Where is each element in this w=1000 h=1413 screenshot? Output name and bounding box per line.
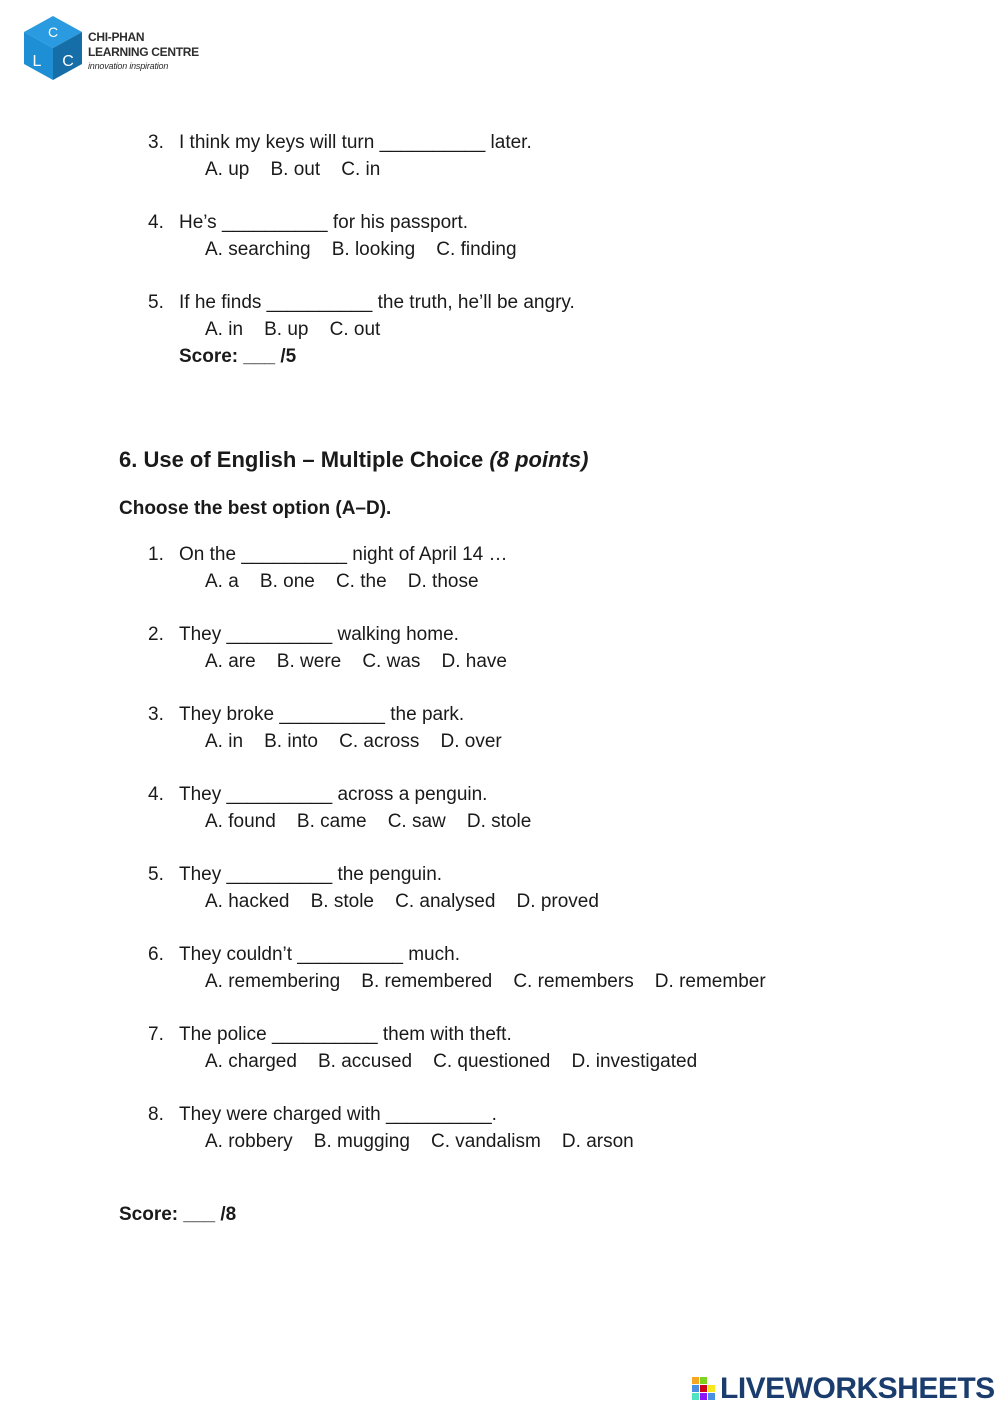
section-score: Score: ___ /8: [119, 1204, 237, 1225]
question-options: A. found B. came C. saw D. stole: [205, 811, 532, 832]
question-item: [148, 1103, 497, 1127]
question-options: A. charged B. accused C. questioned D. investigated: [205, 1051, 698, 1072]
question-text: The police __________ them with theft.: [179, 1024, 512, 1045]
question-text: If he finds __________ the truth, he’ll be angry.: [179, 292, 575, 313]
question-number: 7.: [148, 1024, 164, 1045]
question-item: [148, 543, 508, 567]
logo-wordmark: [88, 30, 199, 72]
question-text: They broke __________ the park.: [179, 704, 465, 725]
question-item: [148, 291, 575, 315]
question-number: 3.: [148, 132, 164, 153]
cube-logo-icon: [18, 14, 88, 84]
question-number: 8.: [148, 1104, 164, 1125]
question-text: On the __________ night of April 14 …: [179, 544, 508, 565]
question-text: They were charged with __________.: [179, 1104, 497, 1125]
question-item: [148, 623, 459, 647]
question-item: [148, 783, 487, 807]
section-score: Score: ___ /5: [179, 346, 297, 367]
section-instruction: Choose the best option (A–D).: [119, 498, 392, 519]
logo-letter-top: C: [47, 24, 59, 40]
section-title: [119, 446, 588, 474]
logo-name: CHI-PHAN: [88, 30, 145, 44]
question-number: 4.: [148, 784, 164, 805]
question-number: 5.: [148, 864, 164, 885]
question-item: [148, 1023, 512, 1047]
logo-subname: LEARNING CENTRE: [88, 45, 199, 59]
question-text: They couldn’t __________ much.: [179, 944, 460, 965]
liveworksheets-blocks-icon: [692, 1377, 716, 1401]
question-item: [148, 211, 468, 235]
question-item: [148, 703, 464, 727]
question-text: They __________ across a penguin.: [179, 784, 488, 805]
logo-letter-right: C: [62, 53, 74, 70]
question-item: [148, 943, 460, 967]
question-options: A. a B. one C. the D. those: [205, 571, 479, 592]
question-text: They __________ the penguin.: [179, 864, 443, 885]
question-options: A. robbery B. mugging C. vandalism D. arson: [205, 1131, 634, 1152]
question-text: He’s __________ for his passport.: [179, 212, 469, 233]
logo-tagline: innovation inspiration: [88, 61, 169, 71]
section-points: (8 points): [489, 447, 589, 472]
question-options: A. remembering B. remembered C. remembers D. remember: [205, 971, 766, 992]
question-number: 3.: [148, 704, 164, 725]
logo-letter-left: L: [32, 53, 42, 70]
question-options: A. in B. up C. out: [205, 319, 381, 340]
question-item: [148, 863, 442, 887]
question-number: 1.: [148, 544, 164, 565]
question-text: I think my keys will turn __________ later.: [179, 132, 532, 153]
question-options: A. are B. were C. was D. have: [205, 651, 507, 672]
question-number: 5.: [148, 292, 164, 313]
section-title-text: 6. Use of English – Multiple Choice: [119, 447, 484, 472]
question-options: A. hacked B. stole C. analysed D. proved: [205, 891, 599, 912]
question-options: A. up B. out C. in: [205, 159, 381, 180]
liveworksheets-brand: [692, 1372, 995, 1406]
question-number: 4.: [148, 212, 164, 233]
question-number: 6.: [148, 944, 164, 965]
question-options: A. in B. into C. across D. over: [205, 731, 502, 752]
question-item: [148, 131, 532, 155]
question-options: A. searching B. looking C. finding: [205, 239, 517, 260]
liveworksheets-wordmark: LIVEWORKSHEETS: [720, 1372, 995, 1405]
question-text: They __________ walking home.: [179, 624, 459, 645]
question-number: 2.: [148, 624, 164, 645]
